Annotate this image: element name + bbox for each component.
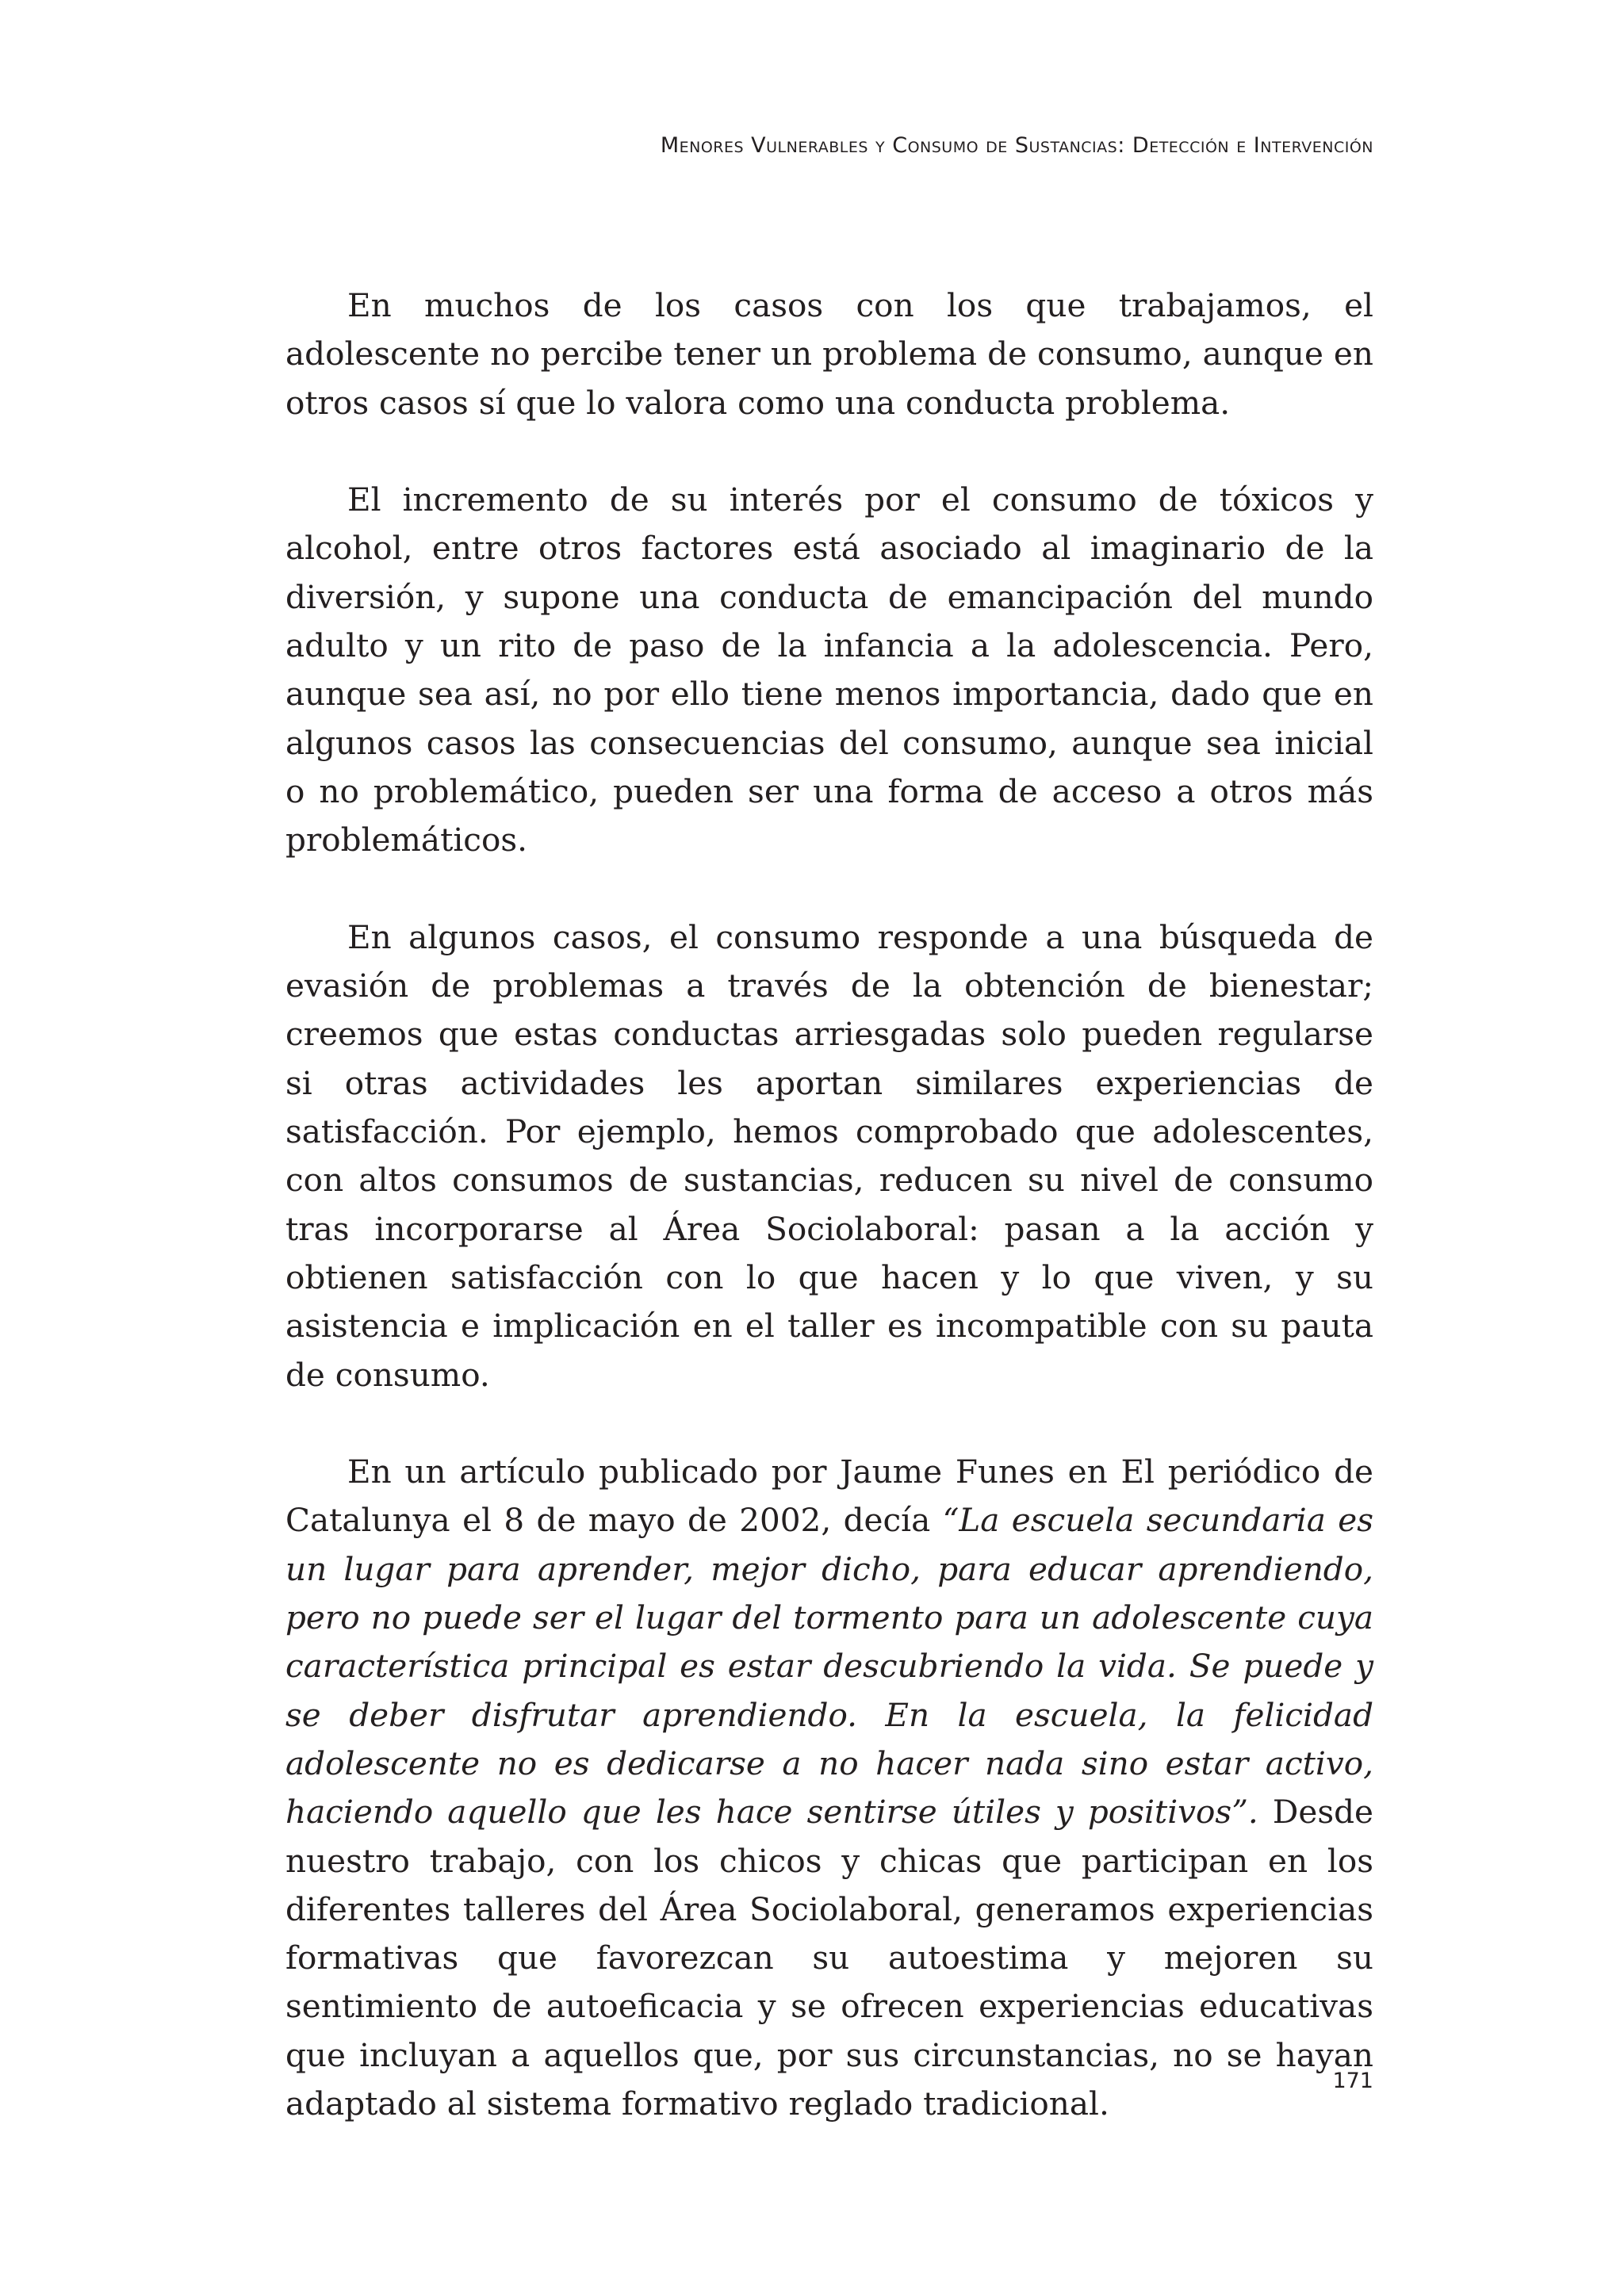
paragraph-2: El incremento de su interés por el consumo de tóxicos y alcohol, entre otros factores está asociado al imaginario de la diversión, y supone una conducta de emancipación del mundo adulto y un rito de paso de la infancia a la adolescencia. Pero, aunque sea así, no por ello tiene menos importancia, dado que en algunos casos las consecuencias del consumo, aunque sea inicial o no problemático, pueden ser una forma de acceso a otros más problemáticos. [285,480,1373,859]
paragraph-1: En muchos de los casos con los que trabajamos, el adolescente no percibe tener un problema de consumo, aunque en otros casos sí que lo valora como una conducta problema. [285,286,1373,422]
paragraph-4-rest: Desde nuestro trabajo, con los chicos y chicas que participan en los diferentes talleres del Área Sociolaboral, generamos experiencias formativas que favorezcan su autoestima y mejoren su sentimiento de autoeficacia y se ofrecen experiencias educativas que incluyan a aquellos que, por sus circunstancias, no se hayan adaptado al sistema formativo reglado tradicional. [285,1793,1373,2123]
paragraph-3: En algunos casos, el consumo responde a una búsqueda de evasión de problemas a través de la obtención de bienestar; creemos que estas conductas arriesgadas solo pueden regularse si otras actividades les aportan similares experiencias de satisfacción. Por ejemplo, hemos comprobado que adolescentes, con altos consumos de sustancias, reducen su nivel de consumo tras incorporarse al Área Sociolaboral: pasan a la acción y obtienen satisfacción con lo que hacen y lo que viven, y su asistencia e implicación en el taller es incompatible con su pauta de consumo. [285,917,1373,1394]
paragraph-4-intro: En un artículo publicado por Jaume Funes en El periódico de Catalunya el 8 de mayo de 2002, decía [285,1453,1373,1540]
page-number: 171 [1332,2069,1373,2093]
paragraph-4 [285,1448,1373,2128]
running-header: Menores Vulnerables y Consumo de Sustancias: Detección e Intervención [660,133,1373,158]
body-text [285,281,1373,2128]
funes-quote: “La escuela secundaria es un lugar para aprender, mejor dicho, para educar aprendiendo, pero no puede ser el lugar del tormento para un adolescente cuya característica principal es estar descubriendo la vida. Se puede y se deber disfrutar aprendiendo. En la escuela, la felicidad adolescente no es dedicarse a no hacer nada sino estar activo, haciendo aquello que les hace sentirse útiles y positivos”. [285,1501,1373,1832]
